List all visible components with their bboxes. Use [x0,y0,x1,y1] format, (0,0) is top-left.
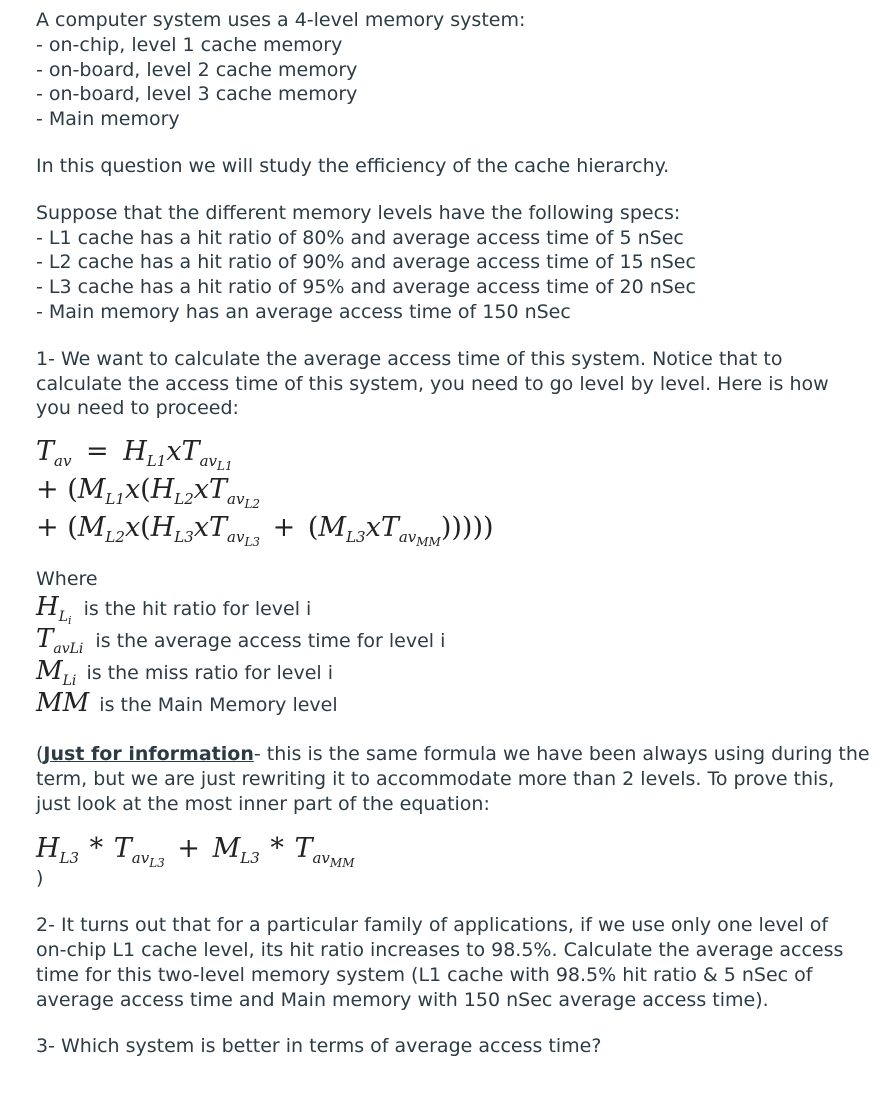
level-item: - on-board, level 3 cache memory [36,83,358,106]
average-access-formula [36,435,836,550]
info-line: term, but we are just rewriting it to accommodate more than 2 levels. To prove this, [36,767,835,790]
info-line: just look at the most inner part of the equation: [36,792,490,815]
spec-item: - L1 cache has a hit ratio of 80% and average access time of 5 nSec [36,226,684,249]
inner-formula: $H_{L3} * T_{av_{L3}} + M_{L3} * T_{av_{MM}}$ ) [36,832,836,891]
info-line: (Just for information- this is the same formula we have been always using during the [36,742,870,765]
definition-main-memory: MM is the Main Memory level [36,687,338,718]
where-section [36,567,836,720]
question-text: on-chip L1 cache level, its hit ratio increases to 98.5%. Calculate the average access [36,938,844,961]
formula-line-1: $T_{av} = H_{L1}xT_{av_{L1}}$ [36,436,233,474]
spec-item: - L2 cache has a hit ratio of 90% and average access time of 15 nSec [36,251,696,274]
formula-line-3: + $(M_{L2}x(H_{L3}xT_{av_{L3}} + (M_{L3}xT_{av_{MM}})))$)) [36,512,494,550]
question-2 [36,913,844,1012]
inner-formula-close: ) [36,867,44,890]
question-text: 2- It turns out that for a particular family of applications, if we use only one level of [36,914,829,937]
spec-item: - L3 cache has a hit ratio of 95% and average access time of 20 nSec [36,276,696,299]
question-3: 3- Which system is better in terms of average access time? [36,1035,602,1058]
definition-hit-ratio: $H_{L_i}$ is the hit ratio for level i [36,591,312,627]
question-1 [36,347,836,421]
definition-access-time: $T_{avLi}$ is the average access time for level i [36,623,446,657]
question-document [36,8,870,1059]
specs-section [36,201,836,325]
study-statement: In this question we will study the efficiency of the cache hierarchy. [36,154,670,177]
spec-item: - Main memory has an average access time of 150 nSec [36,300,571,323]
formula-line-2: + ($M_{L1}x(H_{L2}xT_{av_{L2}}$ [36,474,261,512]
question-text: average access time and Main memory with 150 nSec average access time). [36,988,769,1011]
info-section [36,742,870,816]
level-item: - on-board, level 2 cache memory [36,58,358,81]
question-text: time for this two-level memory system (L1 cache with 98.5% hit ratio & 5 nSec of [36,963,813,986]
question-text: calculate the access time of this system, you need to go level by level. Here is how [36,372,829,395]
question-text: 1- We want to calculate the average access time of this system. Notice that to [36,347,783,370]
question-text: you need to proceed: [36,397,239,420]
intro-section [36,8,836,132]
specs-heading: Suppose that the different memory levels have the following specs: [36,201,681,224]
where-label: Where [36,568,98,591]
level-item: - Main memory [36,108,180,131]
definition-miss-ratio: $M_{Li}$ is the miss ratio for level i [36,655,334,689]
just-for-information-label: Just for information [43,742,254,765]
level-item: - on-chip, level 1 cache memory [36,33,343,56]
intro-heading: A computer system uses a 4-level memory system: [36,9,526,31]
